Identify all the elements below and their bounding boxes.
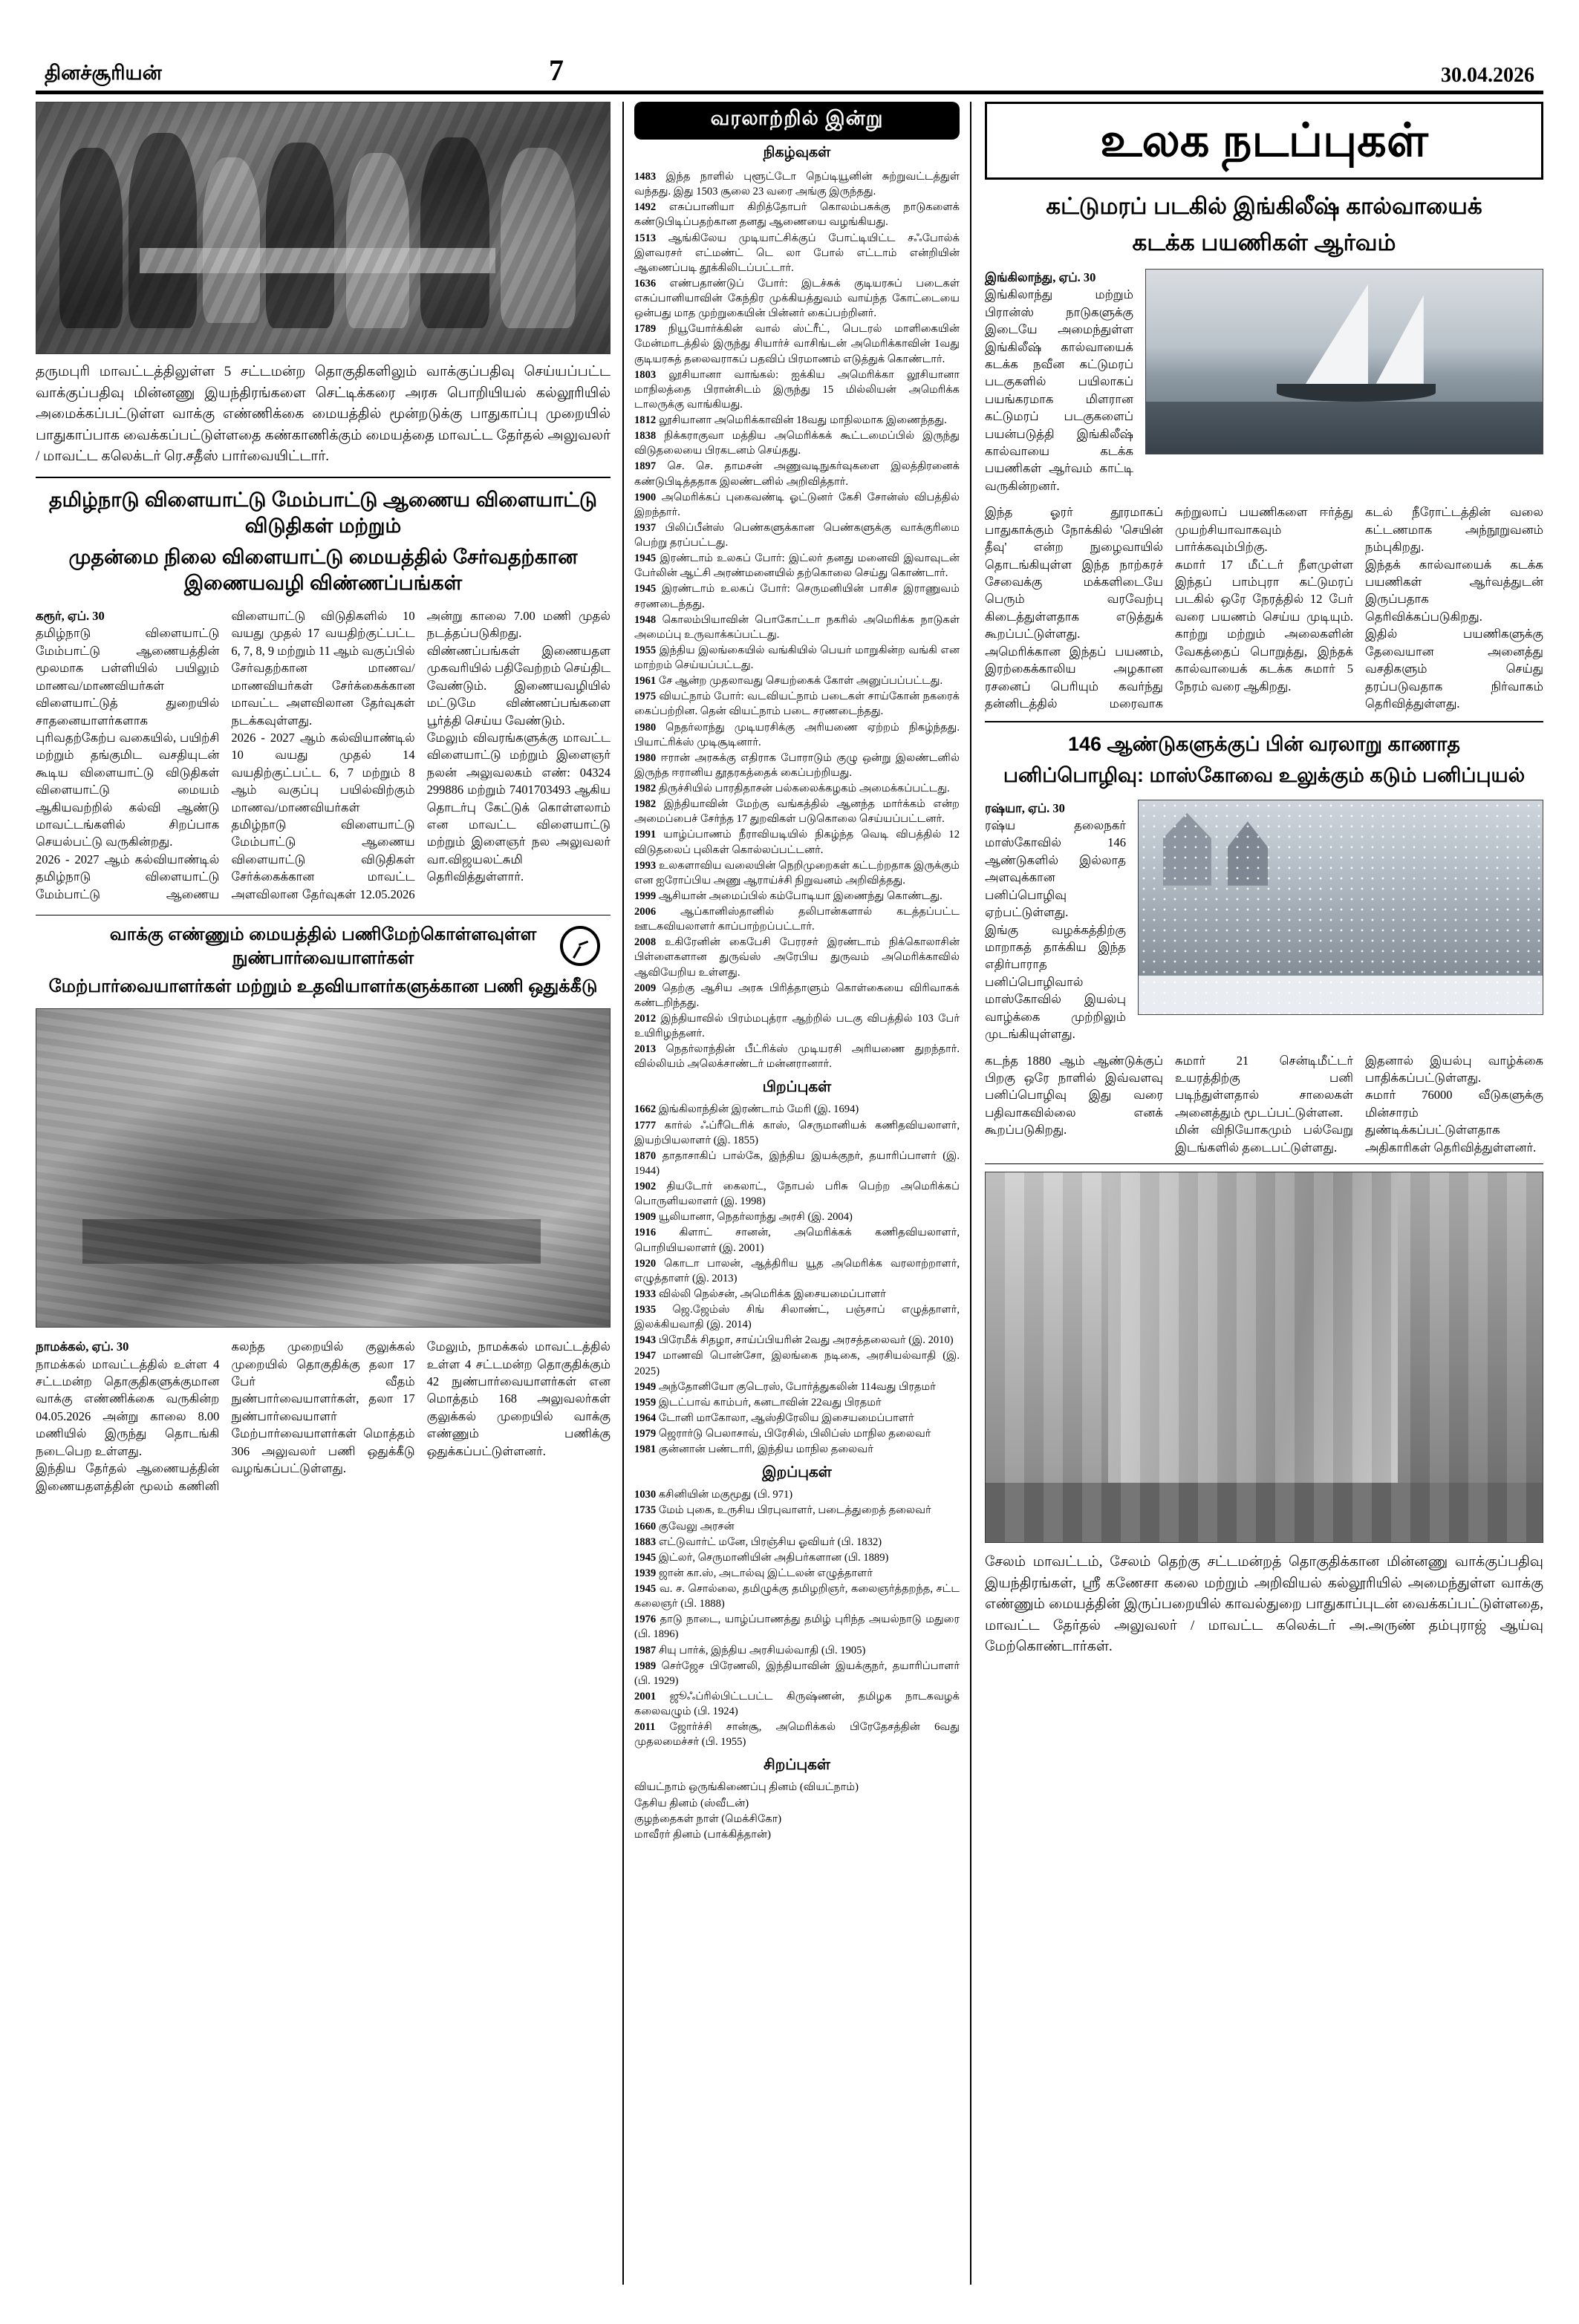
- history-event: 2009 தெற்கு ஆசிய அரசு பிரித்தாளும் கொள்கையை விரிவாகக் கண்டறிந்தது.: [634, 982, 960, 1009]
- history-event: 2013 நெதர்லாந்தின் பீட்ரிக்ஸ் முடியரசி அரியணை துறந்தார். வில்லியம் அலெக்சாண்டர் மன்னரானார்.: [634, 1043, 960, 1071]
- history-event: 1948 கொலம்பியாவின் பொகோட்டா நகரில் அமெரிக்க நாடுகள் அமைப்பு உருவாக்கப்பட்டது.: [634, 613, 960, 641]
- channel-para-1: இங்கிலாந்து மற்றும் பிரான்ஸ் நாடுகளுக்கு இடையே அமைந்துள்ள இங்கிலீஷ் கால்வாயைக் கடக்க நவீன கட்டுமரப் படகுகளில் பயிலாகப் பயங்கரமாக மிளரான கட்டுமரப் படகுகளைப் பயன்படுத்தி இங்கிலீஷ் கால்வாயை கடக்க பயணிகள் ஆர்வம் காட்டி வருகின்றனர்.: [985, 287, 1133, 493]
- channel-top-block: [985, 269, 1543, 494]
- dateline-england: இங்கிலாந்து, ஏப். 30: [985, 270, 1096, 284]
- history-event: 1838 நிக்கராகுவா மத்திய அமெரிக்கக் கூட்டமைப்பில் இருந்து விடுதலையை பிரகடனம் செய்தது.: [634, 430, 960, 457]
- masthead-rule: [36, 91, 1543, 94]
- divider-left-1: [36, 477, 611, 478]
- history-event: 1993 உலகளாவிய வலையின் நெறிமுறைகள் கட்டற்றதாக இருக்கும் என ஐரோப்பிய அணு ஆராய்ச்சி நிறுவனம் அறிவித்தது.: [634, 859, 960, 887]
- left-column: [36, 102, 622, 2285]
- sports-para-1: தமிழ்நாடு விளையாட்டு மேம்பாட்டு ஆணையத்தின் மூலமாக பள்ளியில் பயிலும் மாணவ/மாணவியர்கள் விளையாட்டுத் துறையில் சாதனையாளர்களாக புரிவதற்கேற்ப வகையில், பயிற்சி மற்றும் தங்குமிட வசதியுடன் கூடிய விளையாட்டு விடுதிகள் விளையாட்டு மையம் ஆகியவற்றில் கல்வி ஆண்டு மாவட்டங்களில் சிறப்பாக செயல்பட்டு வருகின்றது.: [36, 626, 220, 849]
- death-item: 1987 சியு பார்க், இந்திய அரசியல்வாதி (பி. 1905): [634, 1644, 866, 1656]
- channel-body: [985, 503, 1543, 712]
- snow-intro-text: [985, 800, 1126, 1043]
- headline-sports-line1: தமிழ்நாடு விளையாட்டு மேம்பாட்டு ஆணைய விளையாட்டு விடுதிகள் மற்றும்: [49, 488, 597, 538]
- clock-icon: [560, 926, 600, 966]
- birth-item: 1902 தியடோர் கைலாட், நோபல் பரிசு பெற்ற அமெரிக்கப் பொருளியலாளர் (இ. 1998): [634, 1181, 960, 1208]
- specials-heading: சிறப்புகள்: [764, 1757, 830, 1774]
- page-number: 7: [548, 53, 564, 87]
- birth-item: 1777 கார்ல் ஃப்ரீடெரிக் காஸ், செருமானியக் கணிதவியலாளர், இயற்பியலாளர் (இ. 1855): [634, 1119, 960, 1146]
- article-micro-observers: [36, 923, 611, 998]
- birth-item: 1959 இடட்பாவ் காம்பர், கனடாவின் 22வது பிரதமர்: [634, 1396, 882, 1409]
- observers-para-2: இந்திய தேர்தல் ஆணையத்தின் இணையதளத்தின் மூலம் கணினி கலந்த முறையில் குலுக்கல் முறையில் தொகுதிக்கு தலா 17 பேர் வீதம் நுண்பார்வையாளர்கள், தலா 17 நுண்பார்வையாளர் மேற்பார்வையாளர்கள் மொத்தம் 306 அலுவலர் பணி ஒதுக்கீடு வழங்கப்பட்டுள்ளது.: [36, 1339, 415, 1493]
- world-events-banner: [985, 102, 1543, 180]
- photo-catamaran: [1145, 269, 1543, 454]
- photo-caption-evm: தருமபுரி மாவட்டத்திலுள்ள 5 சட்டமன்ற தொகுதிகளிலும் வாக்குப்பதிவு செய்யப்பட்ட வாக்குப்பதிவு மின்னணு இயந்திரங்களை செட்டிக்கரை அரசு பொறியியல் கல்லூரியில் அமைக்கப்பட்டுள்ள வாக்கு எண்ணிக்கை மையத்தில் மூன்றடுக்கு பாதுகாப்பு முறையில் பாதுகாப்பாக வைக்கப்பட்டுள்ளதை கண்காணிக்கும் மையத்தை மாவட்ட தேர்தல் அலுவலர் / மாவட்ட கலெக்டர் ரெ.சதீஸ் பார்வையிட்டார்.: [36, 364, 611, 464]
- history-event: 1955 இந்திய இலங்கையில் வங்கியில் பெயர் மாறுகின்ற வங்கி என மாற்றம் செய்யப்பட்டது.: [634, 644, 960, 671]
- death-item: 2011 ஜோர்ச்சி சான்சூ, அமெரிக்கல் பிரேதேசத்தின் 6வது முதலமைச்சர் (பி. 1955): [634, 1721, 960, 1749]
- history-event: 2006 ஆப்கானிஸ்தானில் தலிபான்களால் கடத்தப்பட்ட ஊடகவியலாளர் காப்பாற்றப்பட்டார்.: [634, 906, 960, 933]
- birth-item: 1662 இங்கிலாந்தின் இரண்டாம் மேரி (இ. 1694): [634, 1103, 859, 1116]
- death-item: 1735 மேம் புகை, உருசிய பிரபுவாளர், படைத்துறைத் தலைவர்: [634, 1504, 931, 1517]
- birth-item: 1909 யூலியானா, நெதர்லாந்து அரசி (இ. 2004): [634, 1211, 853, 1224]
- history-event: 1513 ஆங்கிலேய முடியாட்சிக்குப் போட்டியிட்ட சஃபோல்க் இளவரசர் எட்மண்ட் டெ லா போல் எட்டாம் என்றியின் ஆணைப்படி தூக்கிலிடப்பட்டார்.: [634, 232, 960, 274]
- snow-top-block: [985, 800, 1543, 1043]
- birth-item: 1916 கிளாட் சானன், அமெரிக்கக் கணிதவியலாளர், பொறியியலாளர் (இ. 2001): [634, 1227, 960, 1254]
- history-event: 1812 லூசியானா அமெரிக்காவின் 18வது மாநிலமாக இணைந்தது.: [634, 414, 947, 426]
- history-event: 1982 திருச்சியில் பாரதிதாசன் பல்கலைக்கழகம் அமைக்கப்பட்டது.: [634, 783, 950, 794]
- divider-right-1: [985, 721, 1543, 722]
- headline-snow-line2: பனிப்பொழிவு: மாஸ்கோவை உலுக்கும் கடும் பனிப்புயல்: [1003, 763, 1526, 786]
- snow-para-2: இங்கு வழக்கத்திற்கு மாறாகத் தாக்கிய இந்த எதிர்பாராத பனிப்பொழிவால் மாஸ்கோவில் இயல்பு வாழ்க்கை முற்றிலும் முடங்கியுள்ளது.: [985, 922, 1126, 1042]
- sports-para-2: 2026 - 2027 ஆம் கல்வியாண்டில் தமிழ்நாடு விளையாட்டு மேம்பாட்டு ஆணைய விளையாட்டு விடுதிகளில் 10 வயது முதல் 17 வயதிற்குட்பட்ட 6, 7, 8, 9 மற்றும் 11 ஆம் வகுப்பில் சேர்வதற்கான மாணவ/மாணவியர்கள் சேர்க்கைக்கான மாவட்ட அளவிலான தேர்வுகள் நடக்கவுள்ளது.: [36, 609, 415, 901]
- snow-para-3: கடந்த 1880 ஆம் ஆண்டுக்குப் பிறகு ஒரே நாளில் இவ்வளவு பனிப்பொழிவு இது வரை பதிவாகவில்லை எனக் கூறப்படுகிறது.: [985, 1053, 1163, 1137]
- dateline-namakkal: நாமக்கல், ஏப். 30: [36, 1339, 129, 1354]
- birth-item: 1920 கொடா பாலன், ஆத்திரிய யூத அமெரிக்க வரலாற்றாளர், எழுத்தாளர் (இ. 2013): [634, 1257, 960, 1285]
- snow-para-7: சுமார் 76000 வீடுகளுக்கு மின்சாரம் துண்டிக்கப்பட்டுள்ளதாக அதிகாரிகள் தெரிவித்துள்ளனர்.: [1365, 1088, 1543, 1155]
- special-item: வியட்நாம் ஒருங்கிணைப்பு தினம் (வியட்நாம்): [634, 1781, 859, 1794]
- divider-right-2: [985, 1163, 1543, 1164]
- history-event: 1492 எசுப்பானியா கிறித்தோபர் கொலம்பசுக்கு நாடுகளைக் கண்டுபிடிப்பதற்கான தனது ஆணையை வழங்கியது.: [634, 201, 960, 229]
- history-event: 1900 அமெரிக்கப் புகைவண்டி ஓட்டுனர் கேசி சோன்ஸ் விபத்தில் இறந்தார்.: [634, 491, 960, 518]
- channel-para-3: அமெரிக்கான இந்தப் பயணம், இரற்கைக்காலிய அழகான ரசனைப் பெரியும் கவர்ந்து தன்னிடத்தில் மரைவாக சுற்றுலாப் பயணிகளை ஈர்த்து முயற்சியாவாகவும் பார்க்கவும்பிற்கு.: [985, 505, 1353, 711]
- birth-item: 1935 ஜெ.ஜேம்ஸ் சிங் சிலாண்ட், பஞ்சாப் எழுத்தாளர், இலக்கியவாதி (இ. 2014): [634, 1304, 960, 1331]
- headline-observers-line2: மேற்பார்வையாளர்கள் மற்றும் உதவியாளர்களுக்கான பணி ஒதுக்கீடு: [48, 976, 598, 996]
- sports-para-3: 2026 - 2027 ஆம் கல்வியாண்டில் 10 வயது முதல் 14 வயதிற்குட்பட்ட 6, 7 மற்றும் 8 ஆம் வகுப்பு பயில்விற்கும் மாணவ/மாணவியர்கள் தமிழ்நாடு விளையாட்டு மேம்பாட்டு ஆணைய விளையாட்டு விடுதிகள் சேர்க்கைக்கான மாவட்ட அளவிலான தேர்வுகள் 12.05.2026 அன்று காலை 7.00 மணி முதல் நடத்தப்படுகிறது.: [231, 609, 611, 901]
- issue-date: 30.04.2026: [1441, 64, 1534, 87]
- deaths-heading: இறப்புகள்: [762, 1464, 832, 1481]
- birth-item: 1870 தாதாசாகிப் பால்கே, இந்திய இயக்குநர், தயாரிப்பாளர் (இ. 1944): [634, 1149, 960, 1177]
- history-event: 1982 இந்தியாவின் மேற்கு வங்கத்தில் ஆனந்த மார்க்கம் என்ற அமைப்பைச் சேர்ந்த 17 துறவிகள் படுகொலை செய்யப்பட்டனர்.: [634, 798, 960, 826]
- channel-para-5: கடல் நீரோட்டத்தின் வலை கட்டணமாக அந்நூறுவனம் நம்புகிறது.: [1365, 505, 1543, 555]
- special-item: தேசிய தினம் (ஸ்வீடன்): [634, 1797, 749, 1809]
- history-event: 2012 இந்தியாவில் பிரம்மபுத்ரா ஆற்றில் படகு விபத்தில் 103 பேர் உயிரிழந்தனர்.: [634, 1012, 960, 1039]
- history-event: 1945 இரண்டாம் உலகப் போர்: செருமனியின் பாசிச இராணுவம் சரணடைந்தது.: [634, 583, 960, 610]
- masthead: [36, 45, 1543, 88]
- death-item: 2001 ஜூஃப்ரில்பிட்டபட்ட கிருஷ்ணன், தமிழக நாடகவழக் கலைவழும் (பி. 1924): [634, 1690, 960, 1717]
- history-event: 1937 பிலிப்பீன்ஸ் பெண்களுக்கான பெண்களுக்கு வாக்குரிமை பெற்று தரப்பட்டது.: [634, 521, 960, 549]
- history-event: 1991 யாழ்ப்பாணம் நீராவியடியில் நிகழ்ந்த வெடி விபத்தில் 12 விடுதலைப் புலிகள் கொல்லப்பட்டனர்.: [634, 829, 960, 856]
- headline-sports-line2: முதன்மை நிலை விளையாட்டு மையத்தில் சேர்வதற்கான இணையவழி விண்ணப்பங்கள்: [68, 545, 578, 595]
- photo-caption-salem: சேலம் மாவட்டம், சேலம் தெற்கு சட்டமன்றத் தொகுதிக்கான மின்னணு வாக்குப்பதிவு இயந்திரங்கள், ஸ்ரீ கணேசா கலை மற்றும் அறிவியல் கல்லூரியில் அமைந்துள்ள வாக்கு எண்ணும் மையத்தின் இருப்பறையில் காவல்துறை பாதுகாப்புடன் வைக்கப்பட்டுள்ளதை, மாவட்ட தேர்தல் அலுவலர் / மாவட்ட கலெக்டர் அ.அருண் தம்புராஜ் ஆய்வு மேற்கொண்டார்கள்.: [985, 1554, 1543, 1655]
- headline-snow-line1: 146 ஆண்டுகளுக்குப் பின் வரலாறு காணாத: [1067, 733, 1461, 756]
- photo-evm-inspection: [36, 102, 611, 354]
- channel-para-7: இதில் பயணிகளுக்கு தேவையான அனைத்து வசதிகளும் செய்து தரப்படுவதாக நிர்வாகம் தெரிவித்துள்ளது.: [1365, 627, 1543, 711]
- headline-observers-line1: வாக்கு எண்ணும் மையத்தில் பணிமேற்கொள்ளவுள்ள நுண்பார்வையாளர்கள்: [109, 924, 537, 968]
- channel-para-6: இந்தக் கால்வாயைக் கடக்க பயணிகள் ஆர்வத்துடன் இருப்பதாக தெரிவிக்கப்படுகிறது.: [1365, 557, 1543, 624]
- article-moscow-snow: [985, 731, 1543, 789]
- snow-para-6: இதனால் இயல்பு வாழ்க்கை பாதிக்கப்பட்டுள்ளது.: [1365, 1053, 1543, 1085]
- history-event: 2008 உகிரேனின் கைபேசி பேரரசர் இரண்டாம் நிக்கொலாசின் பிள்ளைகளான துருவ்ஸ் அரேபிய துருவம் அமெரிக்காவில் ஆவியேறிய உள்ளது.: [634, 936, 960, 979]
- photo-counting-centre: [36, 1008, 611, 1328]
- article-sports-body: [36, 607, 611, 903]
- paper-name: தினச்சூரியன்: [45, 62, 162, 84]
- observers-para-1: நாமக்கல் மாவட்டத்தில் உள்ள 4 சட்டமன்ற தொகுதிகளுக்குமான வாக்கு எண்ணிக்கை வருகின்ற 04.05.2026 அன்று காலை 8.00 மணியில் இருந்து தொடங்கி நடைபெற உள்ளது.: [36, 1357, 220, 1458]
- channel-para-4: சுமார் 17 மீட்டர் நீளமுள்ள இந்தப் பாம்புரா கட்டுமரப் படகில் ஒரே நேரத்தில் 12 பேர் வரை பயணம் செய்ய முடியும். காற்று மற்றும் அலைகளின் வேகத்தைப் பொறுத்து, இந்தக் கால்வாயைக் கடக்க சுமார் 5 நேரம் வரை ஆகிறது.: [1175, 557, 1353, 693]
- channel-para-2: இந்த ஓரர் தூரமாகப் பாதுகாக்கும் நோக்கில் 'செயின் தீவு' என்ற நுழைவாயில் தொடங்கியுள்ள இந்த நாற்கரச் சேவைக்கு மக்களிடையே பெரும் வரவேற்பு கிடைத்துள்ளதாக எடுத்துக் கூறப்பட்டுள்ளது.: [985, 505, 1163, 642]
- history-event: 1803 லூசியானா வாங்கல்: ஐக்கிய அமெரிக்கா லூசியானா மாநிலத்தை பிரான்சிடம் இருந்து 15 மில்லியன் அமெரிக்க டாலருக்கு வாங்கியது.: [634, 368, 960, 411]
- photo-salem-strongroom: [985, 1172, 1543, 1543]
- history-event: 1897 செ. செ. தாமசன் அணுவடிநுகர்வுகளை இலத்திரனைக் கண்டுபிடித்ததாக இலண்டனில் அறிவித்தார்.: [634, 460, 960, 488]
- death-item: 1030 கசினியின் மகுமூது (பி. 971): [634, 1489, 793, 1501]
- special-item: மாவீரர் தினம் (பாக்கித்தான்): [634, 1828, 771, 1841]
- history-event: 1980 நெதர்லாந்து முடியரசிக்கு அரியணை ஏற்றம் நிகழ்ந்தது. பியாட்ரிக்ஸ் முடிசூடினார்.: [634, 721, 960, 748]
- history-subheading: நிகழ்வுகள்: [763, 145, 831, 160]
- death-item: 1989 செர்ஜேச பிரேணலி, இந்தியாவின் இயக்குநர், தயாரிப்பாளர் (பி. 1929): [634, 1659, 960, 1687]
- right-column-world: [971, 102, 1543, 2285]
- sports-para-5: மேலும் விவரங்களுக்கு மாவட்ட விளையாட்டு மற்றும் இளைஞர் நலன் அலுவலகம் எண்: 04324 299886 மற்றும் 7401703493 ஆகிய தொடர்பு கேட்டுக் கொள்ளலாம் என மாவட்ட விளையாட்டு மற்றும் இளைஞர் நல அலுவலர் வா.விஜயலட்சுமி தெரிவித்துள்ளார்.: [426, 730, 611, 884]
- births-list: [634, 1102, 960, 1457]
- death-item: 1976 தாடு நாடை, யாழ்ப்பாணத்து தமிழ் புரிந்த அயல்நாடு மதுரை (பி. 1896): [634, 1613, 960, 1641]
- specials-list: [634, 1780, 960, 1842]
- headline-channel-line1: கட்டுமரப் படகில் இங்கிலீஷ் கால்வாயைக்: [1046, 193, 1482, 219]
- history-event: 1980 ஈரான் அரசுக்கு எதிராக போராடும் குழு ஒன்று இலண்டனில் இருந்த ஈரானிய தூதரகத்தைக் கைப்பற்றியது.: [634, 751, 960, 779]
- history-event: 1999 ஆசியான் அமைப்பில் கம்போடியா இணைந்து கொண்டது.: [634, 890, 942, 902]
- history-event: 1975 வியட்நாம் போர்: வடவியட்நாம் படைகள் சாய்கோன் நகரைக் கைப்பற்றின. தென் வியட்நாம் படை சரணடைந்தது.: [634, 691, 960, 718]
- history-event: 1789 நியூயோர்க்கின் வால் ஸ்ட்ரீட், பெடரல் மாளிகையின் மேன்மாடத்தில் இருந்து சியார்ச் வாசிங்டன் அமெரிக்காவின் 1வது குடியரசுத் தலைவராகப் பதவிப் பிரமாணம் எடுத்துக் கொண்டார்.: [634, 323, 960, 365]
- world-events-title: உலக நடப்புகள்: [1100, 114, 1428, 166]
- column-grid: [36, 102, 1543, 2285]
- birth-item: 1943 பிரேமீக் சிதழா, சாய்ப்பியரின் 2வது அரசத்தலைவர் (இ. 2010): [634, 1334, 954, 1347]
- article-sports-hostel: [36, 487, 611, 598]
- history-banner: வரலாற்றில் இன்று: [634, 102, 960, 140]
- death-item: 1945 வ. ச. சொல்லை, தமிழுக்கு தமிழறிஞர், கலைஞர்த்தறந்த, சட்ட கலைஞர் (பி. 1888): [634, 1583, 960, 1610]
- birth-item: 1947 மாணவி பொன்சோ, இலங்கை நடிகை, அரசியல்வாதி (இ. 2025): [634, 1350, 960, 1377]
- dateline-karur: கரூர், ஏப். 30: [36, 609, 105, 623]
- snow-para-4: சுமார் 21 சென்டிமீட்டர் உயரத்திற்கு பனி படிந்துள்ளதால் சாலைகள் அனைத்தும் மூடப்பட்டுள்ளன.: [1175, 1053, 1353, 1120]
- photo-moscow-snow: [1138, 800, 1543, 1015]
- snow-para-1: ரஷ்ய தலைநகர் மாஸ்கோவில் 146 ஆண்டுகளில் இல்லாத அளவுக்கான பனிப்பொழிவு ஏற்பட்டுள்ளது.: [985, 818, 1126, 920]
- observers-para-3: மேலும், நாமக்கல் மாவட்டத்தில் உள்ள 4 சட்டமன்ற தொகுதிக்கும் 42 நுண்பார்வையாளர்கள் என மொத்தம் 168 அலுவலர்கள் குலுக்கல் முறையில் வாக்கு எண்ணும் பணிக்கு ஒதுக்கப்பட்டுள்ளனர்.: [426, 1339, 611, 1458]
- deaths-list: [634, 1487, 960, 1749]
- birth-item: 1933 வில்லி நெல்சன், அமெரிக்க இசையமைப்பாளர்: [634, 1287, 886, 1300]
- headline-channel-line2: கடக்க பயணிகள் ஆர்வம்: [1132, 229, 1396, 255]
- death-item: 1939 ஜான் கா.ஸ், அடால்வு இட்டலன் எழுத்தாளர்: [634, 1567, 873, 1579]
- birth-item: 1964 டோனி மாகோலா, ஆஸ்திரேலிய இசையமைப்பாளர்: [634, 1411, 914, 1424]
- dateline-russia: ரஷ்யா, ஏப். 30: [985, 800, 1065, 815]
- history-event: 1636 எண்பதாண்டுப் போர்: இடச்சுக் குடியரசுப் படைகள் எசுப்பானியாவின் கேந்திர முக்கியத்துவம் வாய்ந்த கோட்டையை ஒன்பது மாத முற்றுகையின் பின்னர் கைப்பற்றினர்.: [634, 277, 960, 320]
- death-item: 1660 குவேலு அரசன்: [634, 1520, 735, 1533]
- death-item: 1945 இட்லர், செருமானியின் அதிபர்களான (பி. 1889): [634, 1551, 889, 1564]
- channel-intro-text: [985, 269, 1133, 494]
- article-english-channel: [985, 192, 1543, 258]
- birth-item: 1949 அந்தோனியோ குடெரஸ், போர்த்துகலின் 114வது பிரதமர்: [634, 1380, 936, 1393]
- snow-body: [985, 1052, 1543, 1157]
- birth-item: 1981 குன்னான் பண்டாரி, இந்திய மாநில தலைவர்: [634, 1443, 873, 1456]
- article-observers-body: [36, 1338, 611, 1495]
- history-event: 1945 இரண்டாம் உலகப் போர்: இட்லர் தனது மனைவி இவாவுடன் பேர்லின் ஆட்சி அரண்மனையில் தற்கொலை செய்து கொண்டார்.: [634, 552, 960, 580]
- snow-para-5: மின் விநியோகமும் பல்வேறு இடங்களில் தடைபட்டுள்ளது.: [1175, 1123, 1353, 1155]
- mid-column-history: [622, 102, 971, 2285]
- history-event: 1483 இந்த நாளில் புளூட்டோ நெப்டியூனின் சுற்றுவட்டத்துள் வந்தது. இது 1503 சூலை 23 வரை அங்கு இருந்தது.: [634, 171, 960, 198]
- death-item: 1883 எட்டுவார்ட் மனே, பிரஞ்சிய ஓவியர் (பி. 1832): [634, 1535, 882, 1548]
- history-event: 1961 சே ஆன்ற முதலாவது செயற்கைக் கோள் அனுப்பப்பட்டது.: [634, 675, 943, 688]
- special-item: குழந்தைகள் நாள் (மெக்சிகோ): [634, 1812, 782, 1825]
- history-events-list: [634, 169, 960, 1071]
- sports-para-4: விண்ணப்பங்கள் இணையதள முகவரியில் பதிவேற்றம் செய்திட வேண்டும். இணையவழியில் மட்டுமே விண்ணப்பங்களை பூர்த்தி செய்ய வேண்டும்.: [426, 643, 611, 728]
- births-heading: பிறப்புகள்: [762, 1079, 832, 1096]
- birth-item: 1979 ஜெரார்டு பெலாசாவ், பிரேசில், பிலிப்ஸ் மாநில தலைவர்: [634, 1428, 931, 1440]
